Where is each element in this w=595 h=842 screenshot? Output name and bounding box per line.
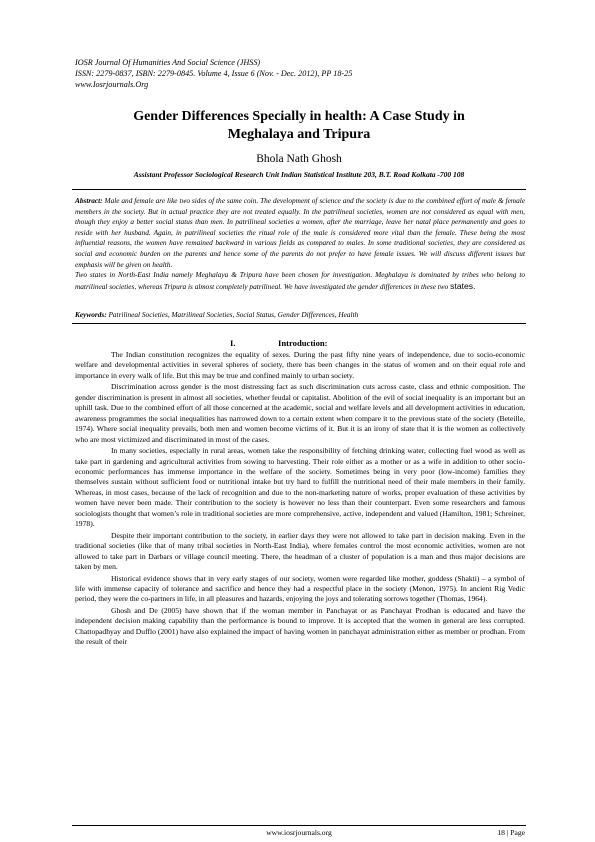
- body-paragraph: Historical evidence shows that in very early stages of our society, women were regarded like mother, goddess (Shakti) – a symbol of life with immense capacity of tolerance and sacrifice and hence they had a respectful place in the society (Menon, 1975). In ancient Rig Vedic period, they were the co-partners in life, in all pleasures and hazards, enjoying the joys and tolerating sorrows together (Thomas, 1964).: [75, 573, 525, 604]
- journal-header: [75, 57, 525, 91]
- journal-issn: ISSN: 2279-0837, ISBN: 2279-0845. Volume 4, Issue 6 (Nov. - Dec. 2012), PP 18-25: [75, 69, 353, 79]
- footer-url: www.iosrjournals.org: [266, 828, 332, 837]
- body-paragraph: The Indian constitution recognizes the equality of sexes. During the past fifty nine years of independence, due to socio-economic welfare and developmental activities in several spheres of society, there has been changes in the status of women and on their equal role and importance in every walk of life. But this may be true and confined mainly to urban society.: [75, 350, 525, 380]
- abstract-text-2: Two states in North-East India namely Meghalaya & Tripura have been chosen for investigation. Meghalaya is dominated by tribes who belong to matrilineal societies, whereas Tripura is almost completely patrilineal. We have investigated the gender differences in these two: [75, 270, 525, 291]
- abstract-text-2-end: states.: [450, 280, 476, 291]
- section-title: Introduction:: [278, 338, 328, 348]
- page-number: 18 | Page: [497, 828, 525, 837]
- keywords: [75, 310, 525, 320]
- body-paragraph: Discrimination across gender is the most distressing fact as such discrimination cuts across caste, class and ethnic composition. The gender discrimination is present in almost all societies, whether feudal or capitalist. Abolition of the evil of social inequality is an important but an uphill task. Due to the combined effort of all those concerned at the academic, social and welfare levels and all development activities in education, awareness programmes the social inequalities has narrowed down to a certain extent when compare it to the previous state of the society (Beteille, 1974). Where social inequality prevails, both men and women become victims of it. But it is an irony of state that it is the women as collectively who are most victimized and discriminated in most of the cases.: [75, 382, 525, 444]
- body-paragraph: Ghosh and De (2005) have shown that if the woman member in Panchayat or as Panchayat Prodhan is educated and have the independent decision making capability than the performance is bound to improve. It is accepted that the women in general are less corrupted. Chattopadhyay and Dufflo (2001) have also explained the impact of having women in panchayat administration either as member or prodhan. From the result of their: [75, 606, 525, 647]
- abstract: [75, 196, 525, 292]
- body-paragraph: In many societies, especially in rural areas, women take the responsibility of fetching drinking water, collecting fuel wood as well as take part in gardening and agricultural activities from sowing to harvesting. Their role either as a mother or as a wife in addition to other socio-economic performances has immense importance in the welfare of the society. Sometimes being in very poor (low-income) families they themselves sustain without sufficient food or nutritional intake but try hard to fulfill the nutritional need of their male members in their family. Whereas, in most cases, because of the lack of recognition and due to the non-marketing nature of works, proper evaluation of these activities by women have never been made. Their contribution to the society is however no less than their counterpart. Even some researchers and famous sociologists thought that women’s role in traditional societies are more comprehensive, active, independent and valued (Hamilton, 1981; Schreiner, 1978).: [75, 446, 525, 529]
- journal-name: IOSR Journal Of Humanities And Social Science (JHSS): [75, 58, 261, 67]
- abstract-text-1: Male and female are like two sides of the same coin. The development of science and the society is due to the combined effort of male & female members in the society. But in actual practice they are not treated equally. In the patrilineal societies, women are not considered as equal with men, though they enjoy a better social status than men. In patrilineal societies a women, after the marriage, leave her natal place permanently and goes to reside with her husband. Again, in patrilineal societies the ritual role of the male is considered more vital than the female. These being the most influential reasons, the women have remained backward in various fields as compared to males. In some traditional societies, they are considered as social and economic burden on the parents and hence some of the parents do not prefer to have female issues. We will discuss different issues but emphasis will be given on health.: [75, 196, 525, 269]
- section-number: I.: [230, 338, 236, 348]
- abstract-paragraph-2: [75, 270, 525, 292]
- body-paragraph: Despite their important contribution to the society, in earlier days they were not allowed to take part in decision making. Even in the traditional societies (like that of many tribal societies in North-East India), where females control the most economic activities, women are not allowed to take part in Darbars or village council meeting. There, the headman of a cluster of population is a man and thus major decisions are taken by men.: [75, 530, 525, 571]
- abstract-label: Abstract:: [75, 196, 103, 205]
- keywords-label: Keywords:: [75, 310, 107, 319]
- paper-title: [75, 108, 523, 143]
- section-heading: [230, 338, 328, 348]
- author-name: Bhola Nath Ghosh: [256, 153, 342, 165]
- abstract-paragraph-1: [75, 196, 525, 270]
- author-affiliation: Assistant Professor Sociological Research Unit Indian Statistical Institute 203, B.T. Road Kolkata -700 108: [133, 170, 465, 179]
- keywords-divider: [72, 323, 526, 324]
- footer-divider: [72, 825, 526, 826]
- top-divider: [72, 189, 526, 190]
- body-text: [75, 350, 525, 649]
- keywords-text: Patrilineal Societies, Matrilineal Societies, Social Status, Gender Differences, Health: [108, 310, 359, 319]
- paper-title-line-2: Meghalaya and Tripura: [227, 126, 371, 142]
- paper-title-line-1: Gender Differences Specially in health: A Case Study in: [133, 109, 465, 124]
- journal-website: www.Iosrjournals.Org: [75, 80, 149, 90]
